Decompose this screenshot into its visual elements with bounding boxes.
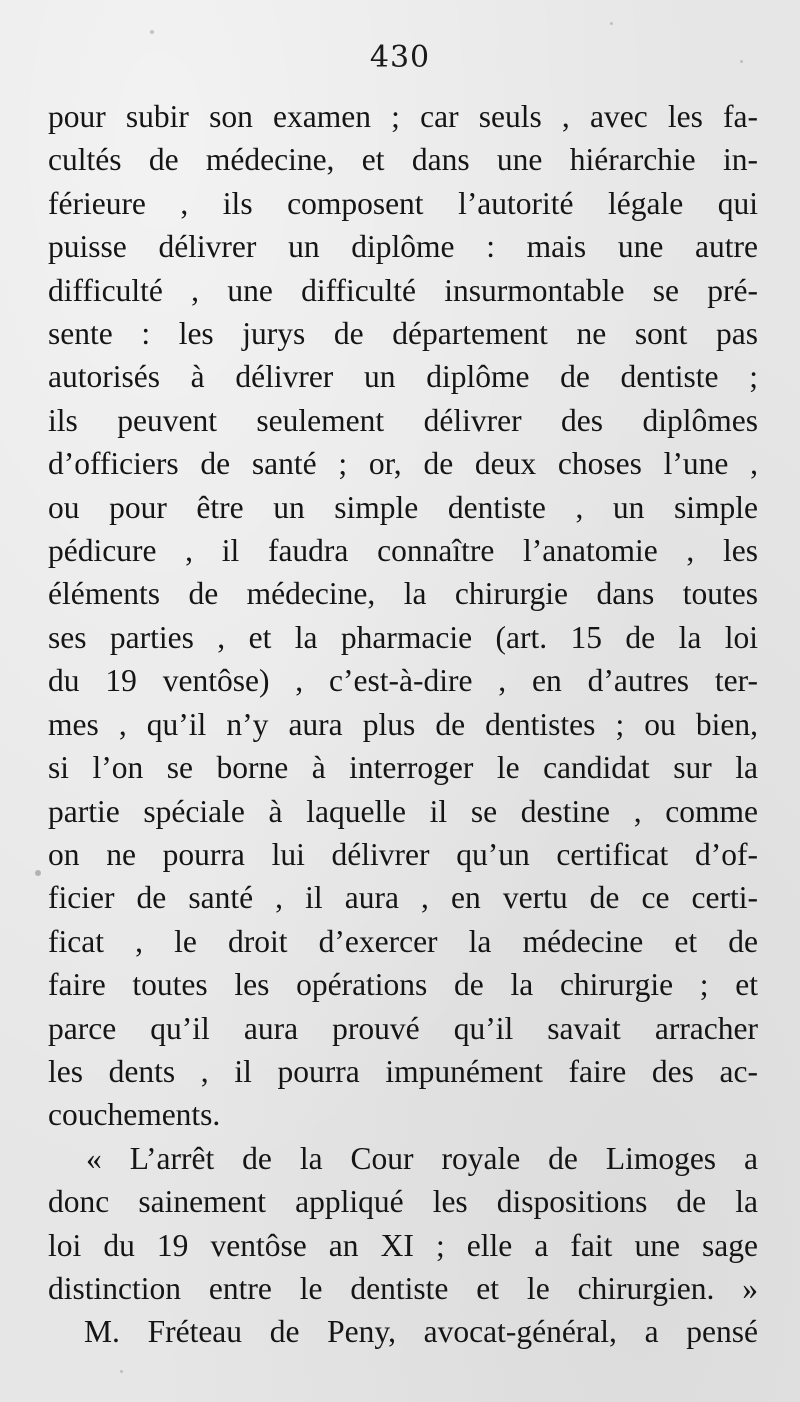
text-line: ficier de santé , il aura , en vertu de ce certi- (48, 880, 758, 916)
paragraph-start-line: M. Fréteau de Peny, avocat-général, a pensé (84, 1314, 758, 1350)
paper-speck (35, 870, 41, 876)
text-line: partie spéciale à laquelle il se destine , comme (48, 793, 758, 829)
text-line: pour subir son examen ; car seuls , avec les fa- (48, 99, 758, 134)
body-text (48, 95, 758, 1354)
text-line: les dents , il pourra impunément faire des ac- (48, 1053, 758, 1089)
paragraph-end-line: couchements. (48, 1097, 221, 1133)
text-line: si l’on se borne à interroger le candidat sur la (48, 750, 758, 786)
text-line: férieure , ils composent l’autorité légale qui (48, 185, 758, 221)
text-line: du 19 ventôse) , c’est-à-dire , en d’autres ter- (48, 663, 758, 699)
quote-end-line: distinction entre le dentiste et le chirurgien. » (48, 1270, 758, 1306)
text-line: mes , qu’il n’y aura plus de dentistes ; ou bien, (48, 706, 758, 742)
text-line: parce qu’il aura prouvé qu’il savait arracher (48, 1010, 758, 1046)
page-number: 430 (369, 40, 431, 75)
text-line: on ne pourra lui délivrer qu’un certificat d’of- (48, 836, 758, 872)
text-line: puisse délivrer un diplôme : mais une autre (48, 229, 758, 265)
text-line: sente : les jurys de département ne sont pas (48, 316, 758, 352)
text-line: loi du 19 ventôse an XI ; elle a fait une sage (48, 1227, 758, 1263)
paper-speck (610, 22, 613, 25)
text-line: d’officiers de santé ; or, de deux choses l’une , (48, 446, 758, 482)
text-line: pédicure , il faudra connaître l’anatomie , les (48, 533, 758, 569)
text-line: ou pour être un simple dentiste , un simple (48, 489, 758, 525)
text-line: faire toutes les opérations de la chirurgie ; et (48, 967, 758, 1003)
text-line: ses parties , et la pharmacie (art. 15 de la loi (48, 619, 758, 655)
text-line: ficat , le droit d’exercer la médecine et de (48, 923, 758, 959)
paper-speck (150, 30, 154, 34)
quote-start-line: « L’arrêt de la Cour royale de Limoges a (86, 1140, 758, 1176)
text-line: autorisés à délivrer un diplôme de dentiste ; (48, 359, 758, 395)
paper-speck (120, 1370, 123, 1373)
text-line: difficulté , une difficulté insurmontable se pré- (48, 272, 758, 308)
text-line: éléments de médecine, la chirurgie dans toutes (48, 576, 758, 612)
text-line: ils peuvent seulement délivrer des diplômes (48, 402, 758, 438)
text-line: donc sainement appliqué les dispositions de la (48, 1184, 758, 1220)
text-line: cultés de médecine, et dans une hiérarchie in- (48, 142, 758, 178)
